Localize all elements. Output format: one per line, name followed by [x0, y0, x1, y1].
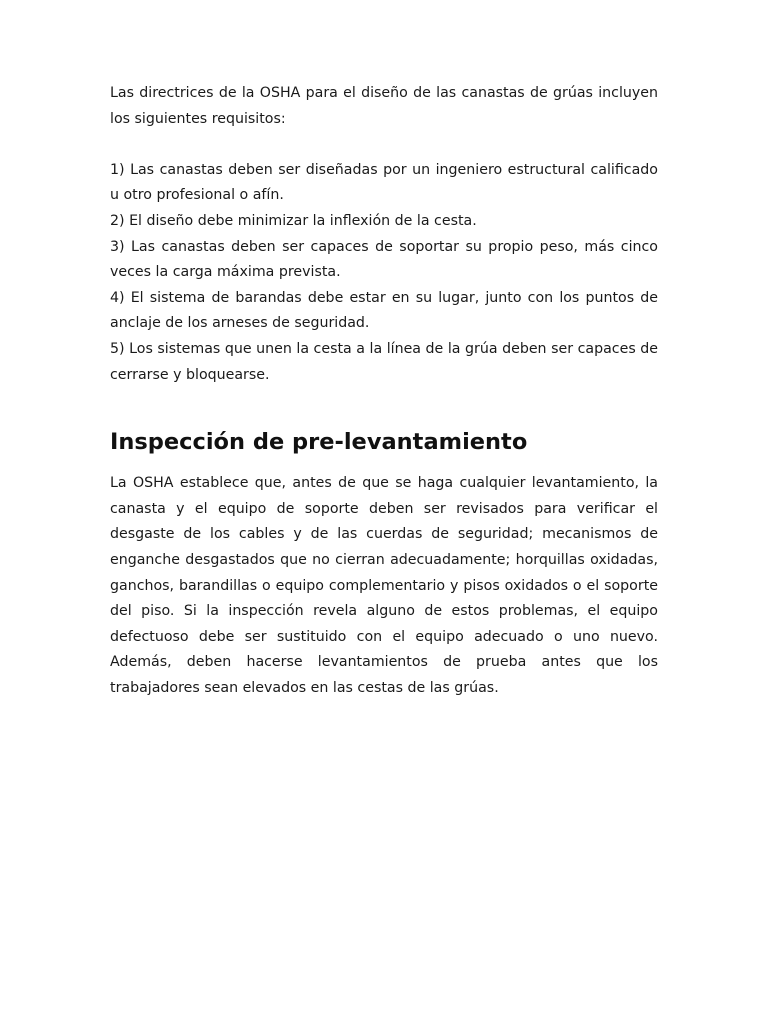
section-heading: Inspección de pre-levantamiento [110, 429, 528, 456]
document-page [110, 81, 658, 701]
requirement-item: 2) El diseño debe minimizar la inflexión de la cesta. [110, 212, 477, 229]
requirement-item: 1) Las canastas deben ser diseñadas por un ingeniero estructural calificado u otro profesional o afín. [110, 161, 658, 204]
intro-paragraph: Las directrices de la OSHA para el diseño de las canastas de grúas incluyen los siguientes requisitos: [110, 85, 658, 127]
requirement-item: 5) Los sistemas que unen la cesta a la línea de la grúa deben ser capaces de cerrarse y bloquearse. [110, 340, 658, 383]
requirement-item: 4) El sistema de barandas debe estar en su lugar, junto con los puntos de anclaje de los arneses de seguridad. [110, 289, 658, 332]
requirement-item: 3) Las canastas deben ser capaces de soportar su propio peso, más cinco veces la carga máxima prevista. [110, 238, 658, 281]
requirements-list [110, 158, 658, 388]
section-body-paragraph: La OSHA establece que, antes de que se haga cualquier levantamiento, la canasta y el equipo de soporte deben ser revisados para verificar el desgaste de los cables y de las cuerdas de seguridad; mecanismos de enganche desgastados que no cierran adecuadamente; horquillas oxidadas, ganchos, barandillas o equipo complementario y pisos oxidados o el soporte del piso. Si la inspección revela alguno de estos problemas, el equipo defectuoso debe ser sustituido con el equipo adecuado o uno nuevo. Además, deben hacerse levantamientos de prueba antes que los trabajadores sean elevados en las cestas de las grúas. [110, 475, 658, 696]
